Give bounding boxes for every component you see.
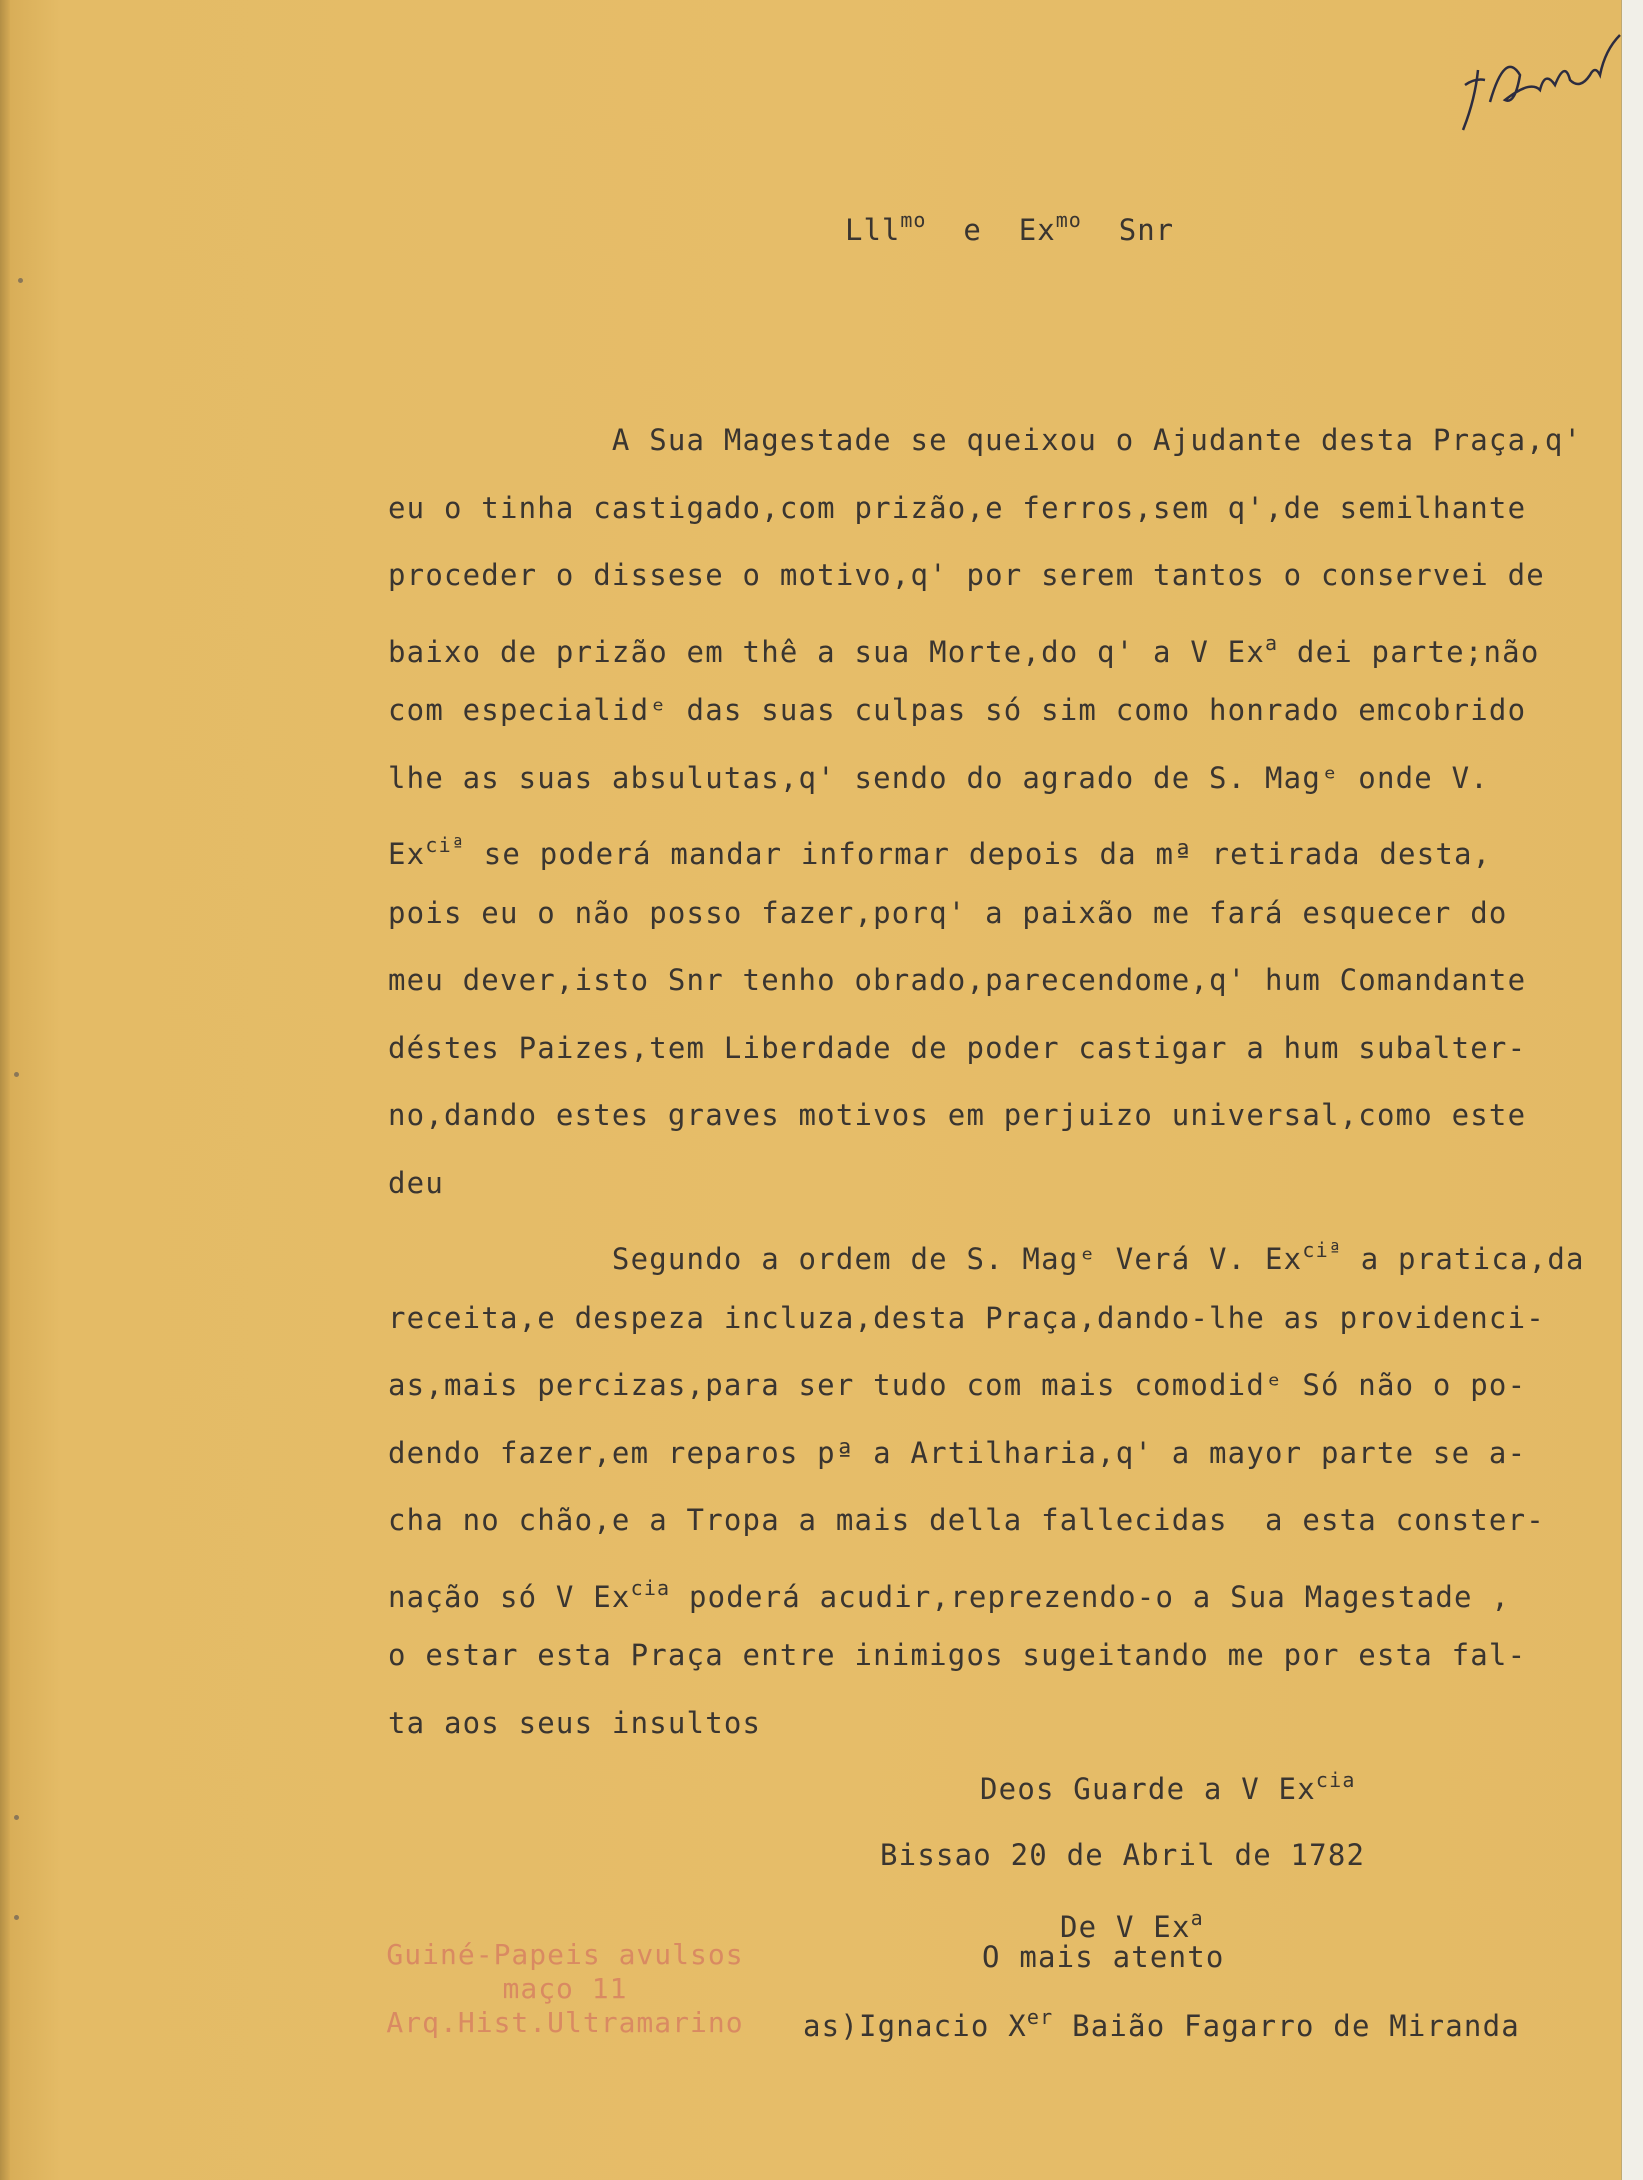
body-text: proceder o dissese o motivo,q' por serem tantos o conservei de (388, 558, 1545, 592)
body-text: Segundo a ordem de S. Magᵉ Verá V. Ex (388, 1242, 1303, 1276)
body-line (388, 488, 1618, 556)
closing-guard-text (980, 1768, 1356, 1806)
body-line (388, 1635, 1618, 1703)
salutation-part: Lll (845, 213, 901, 247)
body-text: dendo fazer,em reparos pª a Artilharia,q' a mayor parte se a- (388, 1435, 1527, 1470)
body-text: receita,e despeza incluza,desta Praça,dando-lhe as providenci- (388, 1300, 1545, 1335)
body-line (388, 420, 1618, 488)
body-line (388, 1163, 1618, 1231)
paper-speck (14, 1915, 19, 1920)
archive-line: Arq.Hist.Ultramarino (386, 2006, 744, 2039)
closing-de-text (1060, 1906, 1204, 1944)
body-text: as,mais percizas,para ser tudo com mais comodidᵉ Só não o po- (388, 1368, 1527, 1402)
body-text: ta aos seus insultos (388, 1705, 762, 1740)
body-line (388, 1703, 1618, 1771)
body-text: pois eu o não posso fazer,porq' a paixão me fará esquecer do (388, 895, 1508, 930)
closing-text: Deos Guarde a V Ex (980, 1772, 1316, 1806)
body-line (388, 1028, 1618, 1096)
body-text: Ex (388, 837, 426, 871)
salutation-sup: mo (1055, 208, 1082, 232)
body-text: cha no chão,e a Tropa a mais della fallecidas a esta conster- (388, 1503, 1545, 1537)
paper-right-edge (1621, 0, 1643, 2180)
closing-text: O mais atento (982, 1940, 1225, 1974)
body-line (388, 960, 1618, 1028)
superscript: cia (630, 1575, 671, 1600)
closing-text: Baião Fagarro de Miranda (1053, 2009, 1520, 2043)
signed-name (803, 2005, 1520, 2043)
body-line (388, 1568, 1618, 1636)
paper-left-edge (0, 0, 10, 2180)
salutation-sup: mo (900, 208, 927, 232)
body-line (388, 1500, 1618, 1568)
body-line (388, 1298, 1618, 1366)
paper-speck (14, 1815, 19, 1820)
body-text: se poderá mandar informar depois da mª retirada desta, (465, 837, 1492, 871)
body-text: deu (388, 1165, 444, 1200)
body-line (388, 623, 1618, 691)
salutation-part: Snr (1118, 213, 1175, 247)
body-text: meu dever,isto Snr tenho obrado,parecendome,q' hum Comandante (388, 963, 1527, 997)
closing-text: De V Ex (1060, 1910, 1191, 1944)
body-text: poderá acudir,reprezendo-o a Sua Magestade , (670, 1579, 1510, 1614)
paper-speck (18, 278, 23, 283)
body-line (388, 825, 1618, 893)
body-line (388, 1365, 1618, 1433)
paper-speck (14, 1072, 19, 1077)
archive-reference (365, 1938, 765, 2040)
salutation-part: e (963, 213, 982, 247)
body-text: eu o tinha castigado,com prizão,e ferros,sem q',de semilhante (388, 490, 1527, 525)
superscript: ciª (1302, 1238, 1343, 1262)
archive-line: Guiné-Papeis avulsos (386, 1938, 744, 1971)
closing-text: as)Ignacio X (803, 2009, 1027, 2043)
body-line (388, 690, 1618, 758)
body-line (388, 758, 1618, 826)
handwritten-signature (1445, 30, 1625, 140)
body-text: com especialidᵉ das suas culpas só sim como honrado emcobrido (388, 693, 1527, 727)
body-text: A Sua Magestade se queixou o Ajudante desta Praça,q' (388, 423, 1583, 457)
superscript: ciª (425, 833, 466, 857)
body-text: nação só V Ex (388, 1579, 631, 1614)
body-line (388, 893, 1618, 961)
body-text: déstes Paizes,tem Liberdade de poder castigar a hum subalter- (388, 1030, 1527, 1065)
body-line (388, 1433, 1618, 1501)
salutation (845, 208, 1174, 247)
body-text: o estar esta Praça entre inimigos sugeitando me por esta fal- (388, 1638, 1527, 1672)
body-line (388, 1230, 1618, 1298)
body-text: baixo de prizão em thê a sua Morte,do q' a V Ex (388, 634, 1265, 669)
superscript: cia (1315, 1768, 1356, 1792)
superscript: a (1190, 1906, 1204, 1930)
archive-line: maço 11 (502, 1972, 628, 2005)
letter-body (388, 420, 1618, 1770)
place-date-text: Bissao 20 de Abril de 1782 (880, 1838, 1366, 1872)
body-text: lhe as suas absulutas,q' sendo do agrado de S. Magᵉ onde V. (388, 760, 1489, 795)
superscript: a (1265, 630, 1279, 655)
salutation-part: Ex (1018, 213, 1056, 247)
body-text: a pratica,da (1342, 1242, 1585, 1276)
superscript: er (1026, 2005, 1054, 2029)
body-line (388, 1095, 1618, 1163)
body-text: no,dando estes graves motivos em perjuizo universal,como este (388, 1098, 1527, 1132)
body-line (388, 555, 1618, 623)
body-text: dei parte;não (1278, 634, 1540, 669)
